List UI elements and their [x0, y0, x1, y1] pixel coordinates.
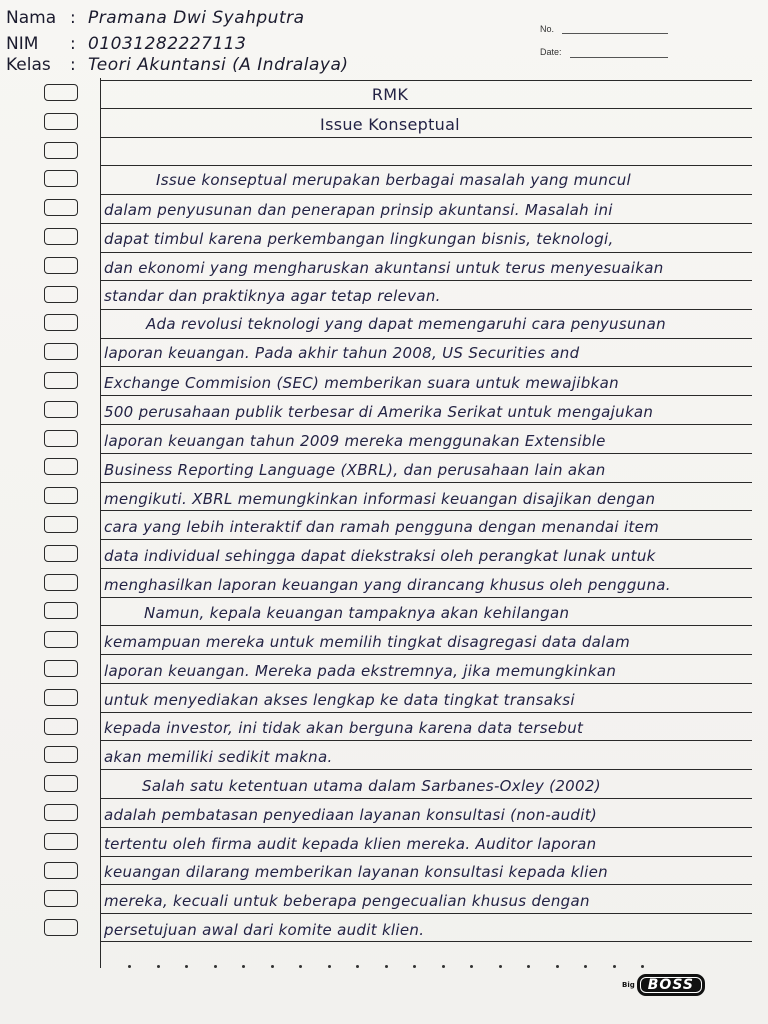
ruled-line [100, 165, 752, 166]
ruled-line [100, 309, 752, 310]
kelas-label: Kelas [6, 55, 51, 75]
bottom-dot [556, 965, 559, 968]
margin-box [44, 833, 78, 850]
bottom-dot [185, 965, 188, 968]
text-line: cara yang lebih interaktif dan ramah pengguna dengan menandai item [104, 518, 660, 536]
ruled-line [100, 798, 752, 799]
bottom-dot [527, 965, 530, 968]
text-line: Business Reporting Language (XBRL), dan perusahaan lain akan [104, 461, 606, 479]
nama-field: Nama : Pramana Dwi Syahputra [6, 8, 305, 28]
date-label: Date: [540, 47, 562, 57]
text-line: mereka, kecuali untuk beberapa pengecualian khusus dengan [104, 892, 590, 910]
title-issue-konseptual: Issue Konseptual [320, 115, 460, 134]
margin-box [44, 142, 78, 159]
ruled-line [100, 252, 752, 253]
ruled-line [100, 913, 752, 914]
margin-box [44, 545, 78, 562]
text-line: laporan keuangan. Pada akhir tahun 2008, US Securities and [104, 344, 580, 362]
margin-box [44, 602, 78, 619]
bottom-dot [584, 965, 587, 968]
text-line: keuangan dilarang memberikan layanan konsultasi kepada klien [104, 863, 608, 881]
text-line: menghasilkan laporan keuangan yang dirancang khusus oleh pengguna. [104, 576, 671, 594]
ruled-line [100, 108, 752, 109]
nama-label: Nama [6, 8, 57, 28]
ruled-line [100, 827, 752, 828]
bottom-dot [413, 965, 416, 968]
ruled-line [100, 137, 752, 138]
margin-box [44, 343, 78, 360]
margin-box [44, 228, 78, 245]
ruled-line [100, 80, 752, 81]
ruled-line [100, 740, 752, 741]
text-line: dalam penyusunan dan penerapan prinsip akuntansi. Masalah ini [104, 201, 613, 219]
text-line: tertentu oleh firma audit kepada klien mereka. Auditor laporan [104, 835, 597, 853]
margin-line [100, 78, 101, 968]
ruled-line [100, 856, 752, 857]
margin-box [44, 401, 78, 418]
bottom-dot [499, 965, 502, 968]
margin-box [44, 430, 78, 447]
text-line: laporan keuangan tahun 2009 mereka menggunakan Extensible [104, 432, 606, 450]
text-line: Namun, kepala keuangan tampaknya akan kehilangan [144, 604, 570, 622]
bottom-dot [356, 965, 359, 968]
ruled-line [100, 941, 752, 942]
bottom-dot [328, 965, 331, 968]
bottom-dot [613, 965, 616, 968]
bottom-dot [641, 965, 644, 968]
text-line: 500 perusahaan publik terbesar di Amerika Serikat untuk mengajukan [104, 403, 654, 421]
date-line [570, 57, 668, 58]
bottom-dot [385, 965, 388, 968]
ruled-line [100, 712, 752, 713]
ruled-line [100, 654, 752, 655]
text-line: persetujuan awal dari komite audit klien. [104, 921, 425, 939]
text-line: data individual sehingga dapat diekstraksi oleh perangkat lunak untuk [104, 547, 656, 565]
text-line: Issue konseptual merupakan berbagai masalah yang muncul [156, 171, 632, 189]
margin-box [44, 487, 78, 504]
ruled-line [100, 453, 752, 454]
text-line: kemampuan mereka untuk memilih tingkat disagregasi data dalam [104, 633, 631, 651]
ruled-line [100, 223, 752, 224]
ruled-line [100, 424, 752, 425]
kelas-field: Kelas : Teori Akuntansi (A Indralaya) [6, 55, 349, 75]
kelas-value: Teori Akuntansi (A Indralaya) [88, 55, 349, 75]
margin-box [44, 890, 78, 907]
nim-field: NIM : 01031282227113 [6, 34, 247, 54]
margin-box [44, 660, 78, 677]
title-rmk: RMK [371, 85, 409, 104]
text-line: standar dan praktiknya agar tetap relevan. [104, 287, 441, 305]
ruled-line [100, 568, 752, 569]
ruled-line [100, 597, 752, 598]
margin-box [44, 113, 78, 130]
ruled-line [100, 194, 752, 195]
margin-box [44, 458, 78, 475]
ruled-line [100, 395, 752, 396]
margin-box [44, 574, 78, 591]
margin-box [44, 170, 78, 187]
text-line: mengikuti. XBRL memungkinkan informasi keuangan disajikan dengan [104, 490, 656, 508]
ruled-line [100, 884, 752, 885]
text-line: untuk menyediakan akses lengkap ke data tingkat transaksi [104, 691, 575, 709]
text-line: Ada revolusi teknologi yang dapat memengaruhi cara penyusunan [146, 315, 666, 333]
nim-label: NIM [6, 34, 39, 54]
brand-logo [622, 974, 705, 996]
margin-box [44, 286, 78, 303]
text-line: laporan keuangan. Mereka pada ekstremnya, jika memungkinkan [104, 662, 617, 680]
margin-box [44, 199, 78, 216]
ruled-line [100, 482, 752, 483]
text-line: adalah pembatasan penyediaan layanan konsultasi (non-audit) [104, 806, 598, 824]
text-line: dapat timbul karena perkembangan lingkungan bisnis, teknologi, [104, 230, 614, 248]
brand-prefix: Big [622, 981, 635, 989]
text-line: dan ekonomi yang mengharuskan akuntansi untuk terus menyesuaikan [104, 259, 664, 277]
bottom-dot [214, 965, 217, 968]
bottom-dot [242, 965, 245, 968]
bottom-dot [442, 965, 445, 968]
margin-box [44, 314, 78, 331]
ruled-line [100, 769, 752, 770]
no-line [562, 33, 668, 34]
margin-box [44, 775, 78, 792]
ruled-line [100, 625, 752, 626]
margin-box [44, 372, 78, 389]
margin-box [44, 862, 78, 879]
margin-box [44, 257, 78, 274]
text-line: Exchange Commision (SEC) memberikan suara untuk mewajibkan [104, 374, 619, 392]
no-label: No. [540, 24, 555, 34]
bottom-dot [271, 965, 274, 968]
bottom-dot [128, 965, 131, 968]
text-line: kepada investor, ini tidak akan berguna karena data tersebut [104, 719, 584, 737]
margin-box [44, 804, 78, 821]
brand-name: BOSS [637, 974, 705, 996]
bottom-dot [299, 965, 302, 968]
margin-box [44, 919, 78, 936]
nim-value: 01031282227113 [88, 34, 247, 54]
margin-box [44, 516, 78, 533]
margin-box [44, 631, 78, 648]
margin-box [44, 718, 78, 735]
margin-box [44, 689, 78, 706]
ruled-line [100, 539, 752, 540]
ruled-line [100, 366, 752, 367]
margin-box [44, 84, 78, 101]
nama-value: Pramana Dwi Syahputra [88, 8, 305, 28]
text-line: akan memiliki sedikit makna. [104, 748, 333, 766]
ruled-line [100, 338, 752, 339]
ruled-line [100, 683, 752, 684]
bottom-dot [470, 965, 473, 968]
text-line: Salah satu ketentuan utama dalam Sarbanes-Oxley (2002) [142, 777, 601, 795]
ruled-line [100, 280, 752, 281]
bottom-dot [157, 965, 160, 968]
margin-box [44, 746, 78, 763]
ruled-line [100, 510, 752, 511]
